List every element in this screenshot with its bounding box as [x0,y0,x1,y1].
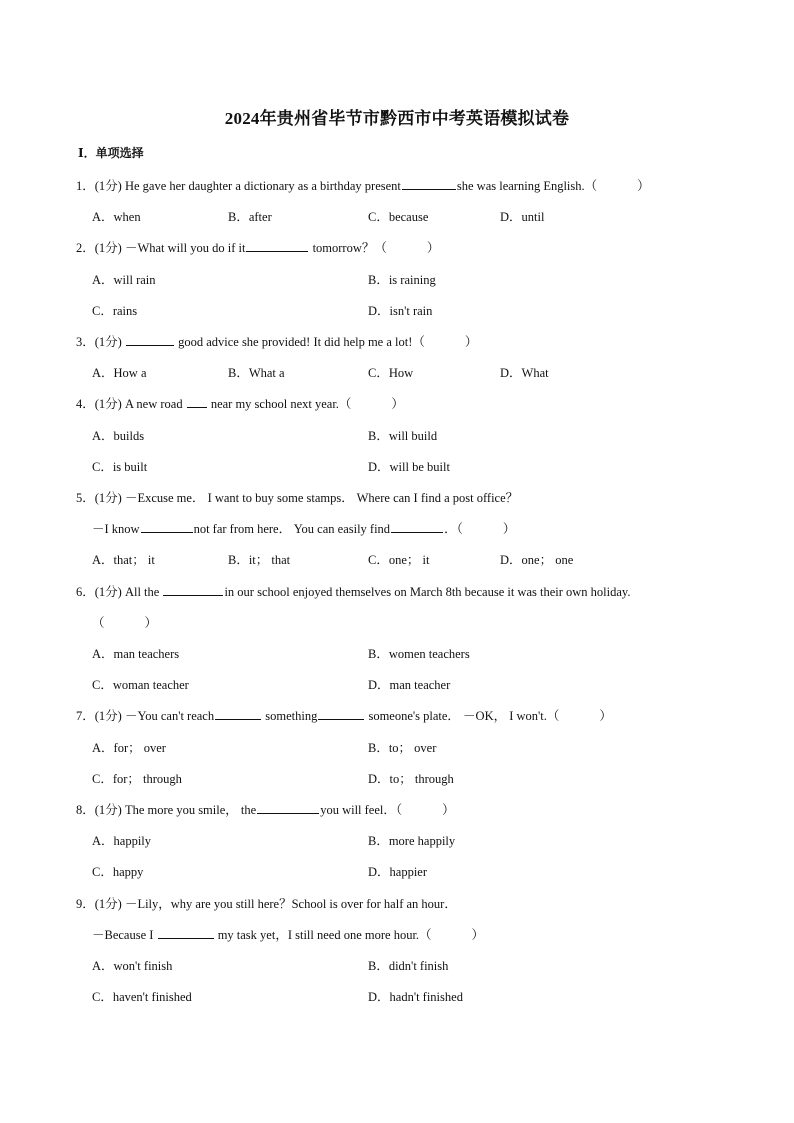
answer-blank [158,926,214,939]
options-6a [0,644,794,664]
answer-blank [318,707,364,720]
option-c[interactable]: C．for； through [92,772,182,786]
question-2: 2．(1分) －What will you do if it tomorrow？（ ） [76,241,440,255]
question-number: 4．(1分) [76,397,122,411]
question-text: All the [124,585,163,599]
option-c[interactable]: C．one； it [368,553,430,567]
option-c[interactable]: C．because [368,210,429,224]
option-b[interactable]: B．to； over [368,741,437,755]
option-d[interactable]: D．happier [368,865,428,879]
option-b[interactable]: B．didn't finish [368,959,449,973]
option-b[interactable]: B．it； that [228,553,291,567]
question-text: good advice she provided! It did help me a lot!（ [174,335,425,349]
options-9a [0,956,794,976]
option-a[interactable]: A．happily [92,834,152,848]
question-text: my task yet，I still need one more hour.（ [214,928,432,942]
option-c[interactable]: C．is built [92,460,148,474]
option-d[interactable]: D．What [500,366,549,380]
question-text: He gave her daughter a dictionary as a birthday present [124,179,401,193]
option-a[interactable]: A．will rain [92,273,156,287]
option-c[interactable]: C．rains [92,304,138,318]
question-9 [0,894,794,914]
answer-blank [163,583,223,596]
option-d[interactable]: D．one； one [500,553,574,567]
question-number: 6．(1分) [76,585,122,599]
option-b[interactable]: B．women teachers [368,647,470,661]
option-b[interactable]: B．more happily [368,834,456,848]
question-4: 4．(1分) A new road near my school next year.（ ） [76,397,404,411]
option-c[interactable]: C．woman teacher [92,678,189,692]
answer-blank [187,395,207,408]
question-text: tomorrow？（ [309,241,387,255]
question-6-line2: （ ） [92,616,158,630]
option-a[interactable]: A．man teachers [92,647,180,661]
option-c[interactable]: C．happy [92,865,144,879]
question-text: A new road [124,397,186,411]
question-5-line2: －I know not far from here． You can easily find ．（ ） [92,522,516,536]
option-a[interactable]: A．won't finish [92,959,173,973]
answer-blank [246,239,308,252]
option-c[interactable]: C．How [368,366,414,380]
option-d[interactable]: D．will be built [368,460,450,474]
option-a[interactable]: A．that； it [92,553,155,567]
options-8b [0,862,794,882]
options-6b [0,675,794,695]
option-b[interactable]: B．is raining [368,273,436,287]
question-text: something [262,709,318,723]
question-text: －What will you do if it [124,241,246,255]
option-c[interactable]: C．haven't finished [92,990,192,1004]
options-5 [0,550,794,570]
question-8: 8．(1分) The more you smile， the you will feel．（ ） [76,803,455,817]
question-number: 5．(1分) [76,491,122,505]
options-3 [0,363,794,383]
options-2a [0,270,794,290]
question-number: 9．(1分) [76,897,122,911]
answer-blank [402,177,456,190]
question-text: －I know [92,522,140,536]
question-6 [0,582,794,602]
question-text: －Excuse me． I want to buy some stamps． Where can I find a post office？ [124,491,519,505]
question-text: －Lily，why are you still here？School is over for half an hour． [124,897,457,911]
options-8a [0,831,794,851]
option-d[interactable]: D．until [500,210,545,224]
question-9-line2: －Because I my task yet，I still need one more hour.（ ） [92,928,485,942]
option-b[interactable]: B．after [228,210,272,224]
options-1 [0,207,794,227]
option-b[interactable]: B．will build [368,429,438,443]
question-number: 2．(1分) [76,241,122,255]
question-number: 3．(1分) [76,335,122,349]
question-3: 3．(1分) good advice she provided! It did help me a lot!（ ） [76,335,478,349]
question-7: 7．(1分) －You can't reach something someone's plate． －OK， I won't.（ ） [76,709,612,723]
option-a[interactable]: A．How a [92,366,147,380]
option-d[interactable]: D．hadn't finished [368,990,463,1004]
option-a[interactable]: A．for； over [92,741,166,755]
options-9b [0,987,794,1007]
question-text: you will feel．（ [320,803,403,817]
page-title: 2024年贵州省毕节市黔西市中考英语模拟试卷 [224,109,570,128]
options-2b [0,301,794,321]
answer-blank [391,520,443,533]
question-text: not far from here． You can easily find [193,522,391,536]
question-number: 7．(1分) [76,709,122,723]
option-d[interactable]: D．isn't rain [368,304,433,318]
question-number: 1．(1分) [76,179,122,193]
option-a[interactable]: A．when [92,210,141,224]
options-4a [0,426,794,446]
question-1: 1．(1分) He gave her daughter a dictionary as a birthday present she was learning English.（ ） [76,179,650,193]
answer-blank [126,333,174,346]
options-7a [0,738,794,758]
options-4b [0,457,794,477]
options-7b [0,769,794,789]
question-text: －Because I [92,928,157,942]
section-heading: Ⅰ．单项选择 [78,146,144,160]
question-text: near my school next year.（ [207,397,352,411]
option-b[interactable]: B．What a [228,366,285,380]
option-d[interactable]: D．to； through [368,772,454,786]
answer-blank [257,801,319,814]
answer-blank [215,707,261,720]
question-text: in our school enjoyed themselves on March 8th because it was their own holiday. [224,585,631,599]
option-d[interactable]: D．man teacher [368,678,451,692]
question-text: －You can't reach [124,709,215,723]
question-text: The more you smile， the [124,803,257,817]
question-text: someone's plate． －OK， I won't.（ [365,709,560,723]
option-a[interactable]: A．builds [92,429,145,443]
question-text: she was learning English.（ [456,179,598,193]
question-5 [0,488,794,508]
answer-blank [141,520,193,533]
question-number: 8．(1分) [76,803,122,817]
